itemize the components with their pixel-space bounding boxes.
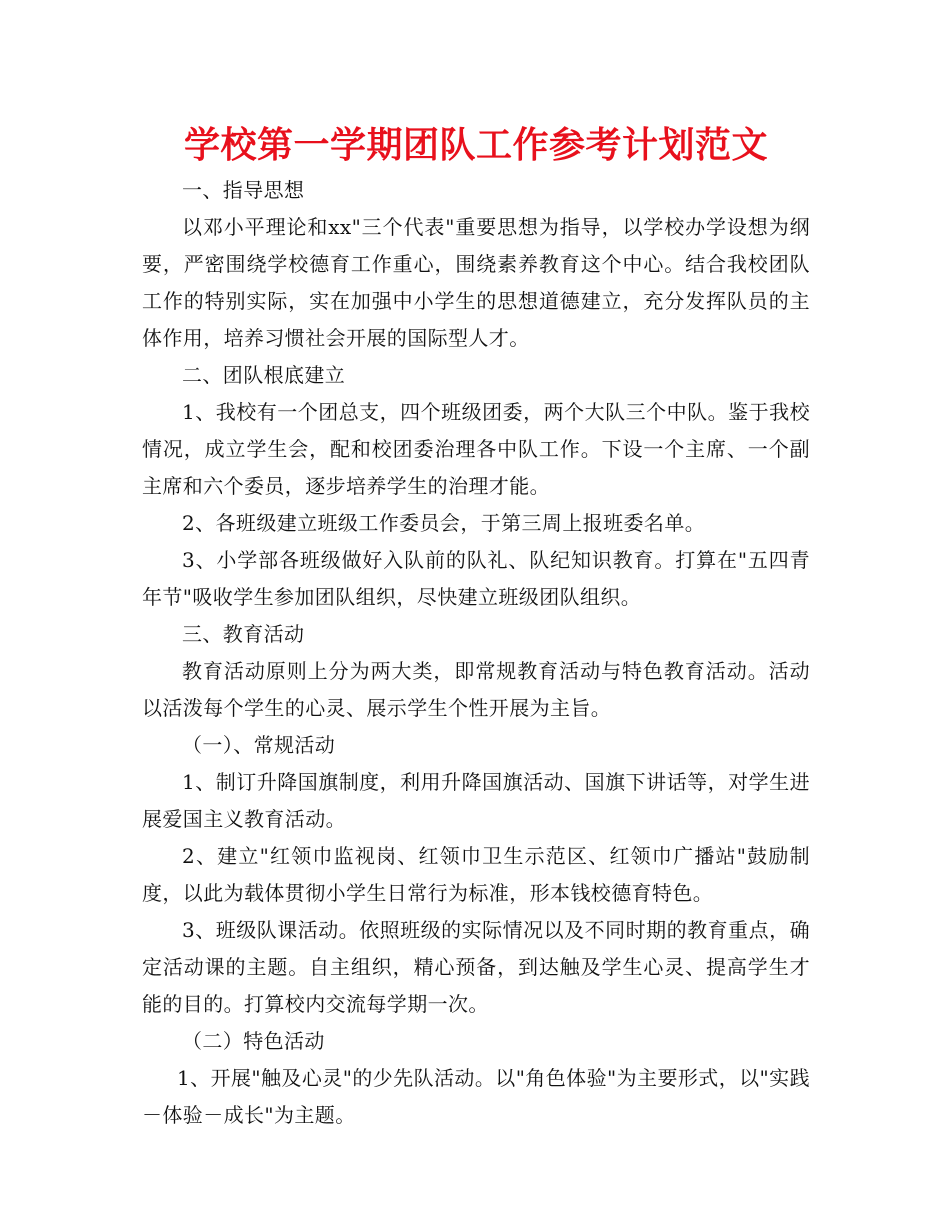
paragraph-special-activities-1: 1、开展"触及心灵"的少先队活动。以"角色体验"为主要形式，以"实践－体验－成长"为主题。 bbox=[142, 1066, 810, 1127]
subheading-regular-activities: （一）、常规活动 bbox=[182, 733, 336, 757]
paragraph-team-foundation-2: 2、各班级建立班级工作委员会，于第三周上报班委名单。 bbox=[182, 511, 706, 535]
paragraph-regular-activities-1: 1、制订升降国旗制度，利用升降国旗活动、国旗下讲话等，对学生进展爱国主义教育活动。 bbox=[142, 770, 810, 831]
paragraph-education-activities: 教育活动原则上分为两大类，即常规教育活动与特色教育活动。活动以活泼每个学生的心灵、展示学生个性开展为主旨。 bbox=[142, 659, 810, 720]
section-heading-guiding-ideology: 一、指导思想 bbox=[182, 178, 305, 202]
subheading-special-activities: （二）特色活动 bbox=[182, 1029, 325, 1053]
paragraph-guiding-ideology: 以邓小平理论和xx"三个代表"重要思想为指导，以学校办学设想为纲要，严密围绕学校德育工作重心，围绕素养教育这个中心。结合我校团队工作的特别实际，实在加强中小学生的思想道德建立，充分发挥队员的主体作用，培养习惯社会开展的国际型人才。 bbox=[142, 215, 810, 350]
paragraph-regular-activities-2: 2、建立"红领巾监视岗、红领巾卫生示范区、红领巾广播站"鼓励制度，以此为载体贯彻小学生日常行为标准，形本钱校德育特色。 bbox=[142, 844, 810, 905]
paragraph-team-foundation-1: 1、我校有一个团总支，四个班级团委，两个大队三个中队。鉴于我校情况，成立学生会，配和校团委治理各中队工作。下设一个主席、一个副主席和六个委员，逐步培养学生的治理才能。 bbox=[142, 400, 810, 498]
paragraph-regular-activities-3: 3、班级队课活动。依照班级的实际情况以及不同时期的教育重点，确定活动课的主题。自主组织，精心预备，到达触及学生心灵、提高学生才能的目的。打算校内交流每学期一次。 bbox=[142, 918, 810, 1016]
section-heading-team-foundation: 二、团队根底建立 bbox=[182, 363, 346, 387]
paragraph-team-foundation-3: 3、小学部各班级做好入队前的队礼、队纪知识教育。打算在"五四青年节"吸收学生参加团队组织，尽快建立班级团队组织。 bbox=[142, 548, 810, 609]
document-page bbox=[142, 118, 810, 1134]
document-title: 学校第一学期团队工作参考计划范文 bbox=[183, 124, 768, 166]
section-heading-education-activities: 三、教育活动 bbox=[182, 622, 305, 646]
